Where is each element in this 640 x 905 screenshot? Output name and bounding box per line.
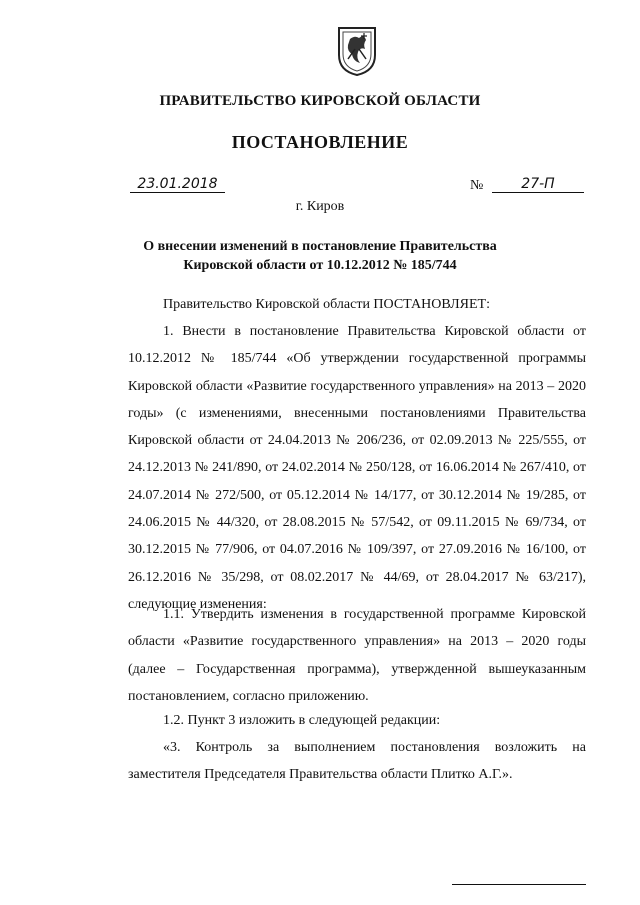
item-1-2-quote-paragraph: «3. Контроль за выполнением постановления возложить на заместителя Председателя Правительства области Плитко А.Г.».	[128, 740, 586, 783]
document-subject	[0, 237, 640, 275]
item-1-paragraph: 1. Внести в постановление Правительства Кировской области от 10.12.2012 № 185/744 «Об утверждении государственной программы Кировской области «Развитие государственного управления» на 2013 – 2020 годы» (с изменениями, внесенными постановлениями Правительства Кировской области от 24.04.2013 № 206/236, от 02.09.2013 № 225/555, от 24.12.2013 № 241/890, от 24.02.2014 № 250/128, от 16.06.2014 № 267/410, от 24.07.2014 № 272/500, от 05.12.2014 № 14/177, от 30.12.2014 № 19/285, от 24.06.2015 № 44/320, от 28.08.2015 № 57/542, от 09.11.2015 № 69/734, от 30.12.2015 № 77/906, от 04.07.2016 № 109/397, от 27.09.2016 № 16/100, от 26.12.2016 № 35/298, от 08.02.2017 № 44/69, от 28.04.2017 № 63/217), следующие изменения:	[128, 324, 586, 612]
document-type-title: ПОСТАНОВЛЕНИЕ	[231, 132, 409, 152]
document-number-label: №	[470, 178, 484, 193]
preamble-paragraph: Правительство Кировской области ПОСТАНОВЛЯЕТ:	[163, 297, 490, 312]
coat-of-arms-emblem	[336, 25, 378, 77]
item-1-1-paragraph: 1.1. Утвердить изменения в государственной программе Кировской области «Развитие государственного управления» на 2013 – 2020 годы (далее – Государственная программа), утвержденной вышеуказанным постановлением, согласно приложению.	[128, 607, 586, 704]
subject-line-1: О внесении изменений в постановление Правительства	[143, 239, 497, 254]
city-name: г. Киров	[295, 199, 345, 214]
organization-name: ПРАВИТЕЛЬСТВО КИРОВСКОЙ ОБЛАСТИ	[159, 93, 481, 109]
signature-divider	[452, 884, 586, 885]
subject-line-2: Кировской области от 10.12.2012 № 185/744	[183, 258, 457, 273]
document-number: 27-П	[492, 176, 584, 193]
document-date: 23.01.2018	[130, 176, 225, 193]
item-1-2-paragraph: 1.2. Пункт 3 изложить в следующей редакции:	[163, 713, 441, 728]
